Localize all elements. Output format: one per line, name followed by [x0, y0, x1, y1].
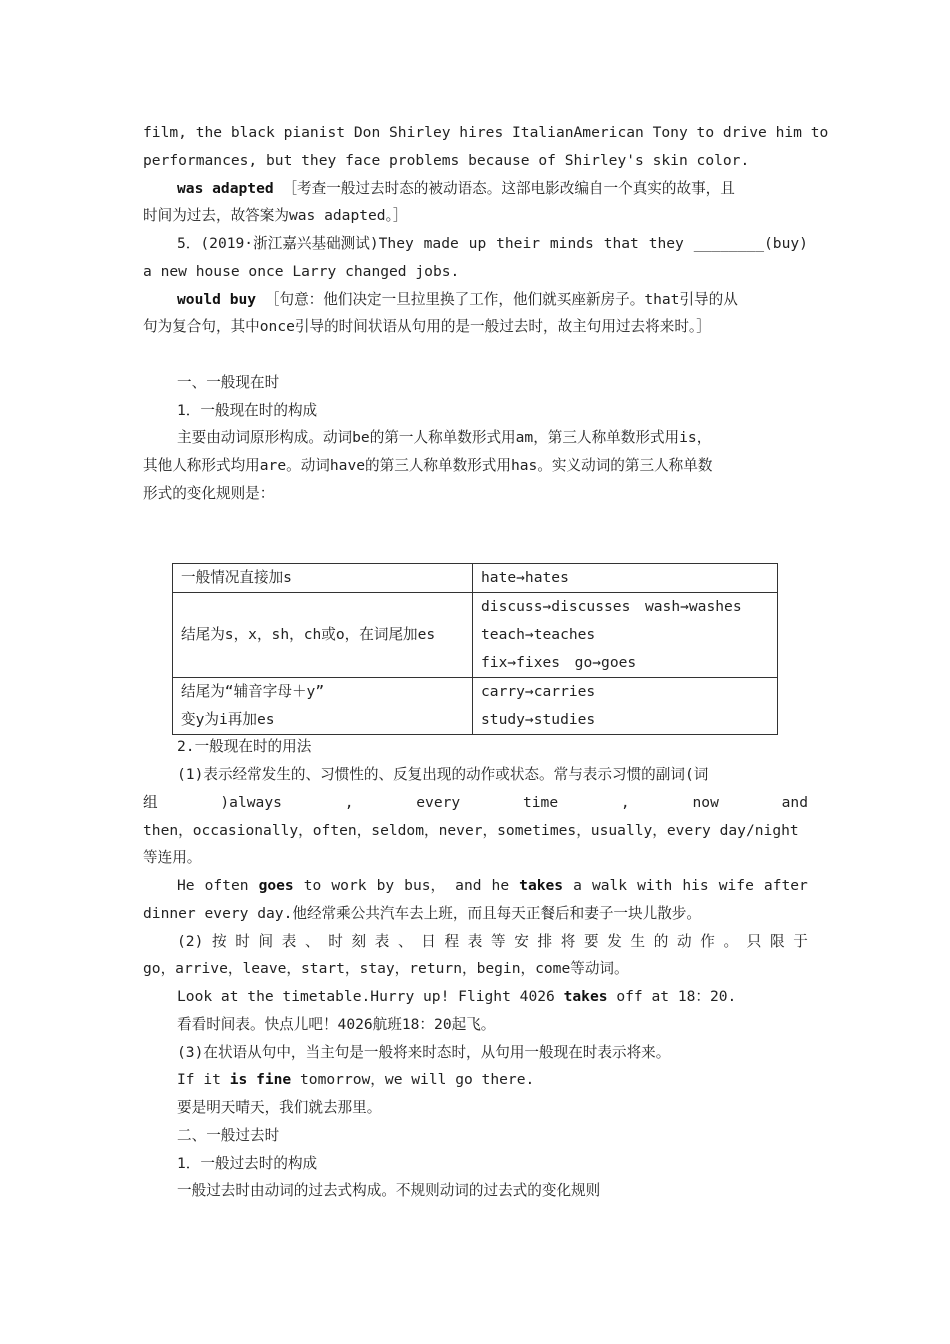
paragraph-line: 等连用。 — [143, 849, 202, 866]
table-row — [173, 593, 778, 678]
intro-line-2: performances, but they face problems because of Shirley's skin color. — [143, 152, 750, 169]
paragraph-line: 主要由动词原形构成。动词be的第一人称单数形式用am，第三人称单数形式用is， — [177, 429, 712, 446]
answer-explanation: ［考查一般过去时态的被动语态。这部电影改编自一个真实的故事，且 — [282, 180, 735, 197]
question-5-line-1: 5．(2019·浙江嘉兴基础测试)They made up their minds that they ________(buy) — [177, 235, 808, 252]
paragraph-line: 组 )always , every time , now and — [143, 794, 808, 811]
third-person-rules-table — [172, 563, 778, 735]
rule-cell: 结尾为“辅音字母＋y” 变y为i再加es — [173, 678, 473, 735]
answer-key: was adapted — [177, 180, 274, 197]
rule-cell: 结尾为s，x，sh，ch或o，在词尾加es — [173, 593, 473, 678]
section-heading-past: 二、一般过去时 — [177, 1127, 280, 1144]
answer-key: would buy — [177, 291, 257, 308]
subheading-present-usage: 2.一般现在时的用法 — [177, 738, 312, 755]
subheading-present-form: 1．一般现在时的构成 — [177, 402, 318, 419]
paragraph-line: (2) 按 时 间 表 、 时 刻 表 、 日 程 表 等 安 排 将 要 发 生 的 动 作 。 只 限 于 — [177, 933, 808, 950]
answer-4 — [177, 179, 808, 199]
paragraph-line: 其他人称形式均用are。动词have的第三人称单数形式用has。实义动词的第三人称单数 — [143, 457, 713, 474]
rule-cell: 一般情况直接加s — [173, 564, 473, 593]
examples-cell: carry→carries study→studies — [473, 678, 778, 735]
example-sentence: Look at the timetable.Hurry up! Flight 4026 takes off at 18：20. — [177, 988, 737, 1005]
example-sentence: He often goes to work by bus， and he takes a walk with his wife after — [177, 877, 808, 894]
examples-cell: hate→hates — [473, 564, 778, 593]
answer-5 — [177, 290, 808, 310]
paragraph-line: go，arrive，leave，start，stay，return，begin，come等动词。 — [143, 960, 629, 977]
intro-line-1: film, the black pianist Don Shirley hires ItalianAmerican Tony to drive him to — [143, 124, 829, 141]
paragraph-line: 一般过去时由动词的过去式构成。不规则动词的过去式的变化规则 — [177, 1182, 601, 1199]
example-sentence-translation: dinner every day.他经常乘公共汽车去上班，而且每天正餐后和妻子一块儿散步。 — [143, 905, 701, 922]
example-sentence-translation: 看看时间表。快点儿吧！4026航班18：20起飞。 — [177, 1016, 496, 1033]
subheading-past-form: 1．一般过去时的构成 — [177, 1155, 318, 1172]
answer-4-line-2: 时间为过去，故答案为was adapted。］ — [143, 207, 408, 224]
table-row — [173, 564, 778, 593]
answer-explanation: ［句意：他们决定一旦拉里换了工作，他们就买座新房子。that引导的从 — [264, 291, 738, 308]
question-5-line-2: a new house once Larry changed jobs. — [143, 263, 460, 280]
example-sentence-translation: 要是明天晴天，我们就去那里。 — [177, 1099, 382, 1116]
examples-cell: discuss→discusses wash→washes teach→teaches fix→fixes go→goes — [473, 593, 778, 678]
example-sentence: If it is fine tomorrow，we will go there. — [177, 1071, 535, 1088]
answer-5-line-2: 句为复合句，其中once引导的时间状语从句用的是一般过去时，故主句用过去将来时。］ — [143, 318, 711, 335]
paragraph-line: then，occasionally，often，seldom，never，sometimes，usually，every day/night — [143, 822, 799, 839]
paragraph-line: 形式的变化规则是： — [143, 485, 275, 502]
paragraph-line: (3)在状语从句中，当主句是一般将来时态时，从句用一般现在时表示将来。 — [177, 1044, 671, 1061]
section-heading-present: 一、一般现在时 — [177, 374, 280, 391]
paragraph-line: (1)表示经常发生的、习惯性的、反复出现的动作或状态。常与表示习惯的副词(词 — [177, 766, 709, 783]
table-row — [173, 678, 778, 735]
